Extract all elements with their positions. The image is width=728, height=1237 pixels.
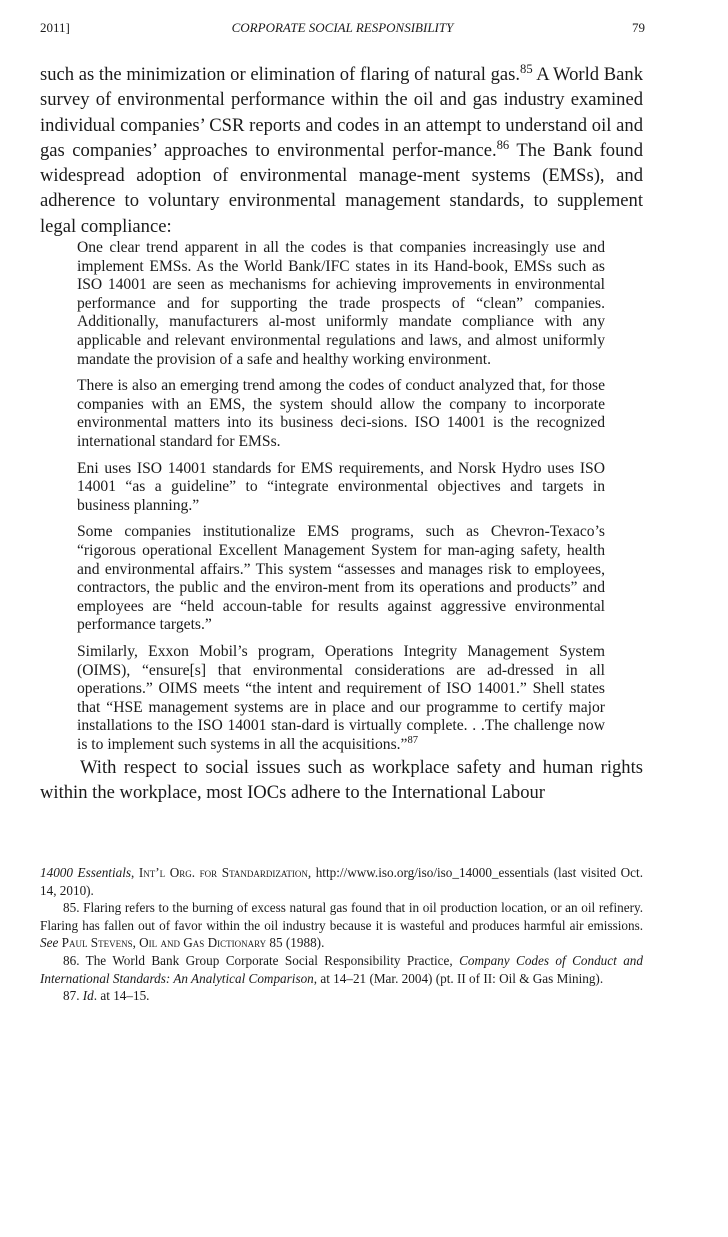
fn85-see: See — [40, 935, 59, 951]
fn87-id: Id — [82, 988, 94, 1004]
fn87-text: . at 14–15. — [93, 988, 150, 1004]
header-year: 2011] — [40, 20, 70, 35]
footnote-86 — [40, 952, 643, 987]
footnote-87 — [40, 987, 643, 1005]
footnote-85 — [40, 899, 643, 952]
fn-cont-url: http://www.iso.org/iso/iso_14000_essentials (last visited Oct. 14, 2010). — [40, 865, 643, 898]
quote-paragraph-1: One clear trend apparent in all the codes is that companies increasingly use and implement EMSs. As the World Bank/IFC states in its Hand-book, EMSs such as ISO 14001 are seen as mechanisms for achieving improvements in environmental performance and for supporting the trade prospects of “clean” companies. Additionally, manufacturers al-most uniformly mandate compliance with any applicable and relevant environmental regulations and laws, and almost uniformly mandate the provision of a safe and healthy working environment. — [77, 239, 605, 368]
fn87-number: 87. — [63, 988, 83, 1004]
quote-paragraph-4: Some companies institutionalize EMS programs, such as Chevron-Texaco’s “rigorous operational Excellent Management System for man-aging safety, health and environmental affairs.” This system “assesses and manages risk to employees, contractors, the public and the environ-ment from its operations and products” and employees are “held accoun-table for results against aggressive environmental performance targets.” — [77, 523, 605, 634]
fn86-text-a: 86. The World Bank Group Corporate Social Responsibility Practice, — [63, 952, 460, 968]
running-header — [40, 20, 645, 42]
main-text — [40, 62, 643, 805]
footnote-ref-86: 86 — [496, 137, 510, 152]
footnote-ref-87: 87 — [407, 735, 419, 747]
fn85-end: 85 (1988). — [266, 935, 325, 951]
q5-text: Similarly, Exxon Mobil’s program, Operations Integrity Management System (OIMS), “ensure[s] that environmental considerations are ad-dressed in all operations.” OIMS meets “the intent and requirement of ISO 14001.” Shell states that “HSE management systems are in place and our programme to certify major installations to the ISO 14001 stan-dard is virtually complete. . .The challenge now is to implement such systems in all the acquisitions.” — [77, 642, 605, 753]
footnotes — [40, 864, 643, 1005]
quote-paragraph-2: There is also an emerging trend among the codes of conduct analyzed that, for those companies with an EMS, the system should allow the company to incorporate environmental matters into its business deci-sions. ISO 14001 is the recognized international standard for EMSs. — [77, 377, 605, 451]
block-quote — [77, 239, 605, 754]
fn86-title: Company Codes of Conduct and International Standards: An Analytical Comparison — [40, 952, 643, 986]
body-paragraph-2: With respect to social issues such as workplace safety and human rights within the workplace, most IOCs adhere to the International Labour — [40, 756, 643, 803]
footnote-continuation — [40, 864, 643, 899]
page-number: 79 — [632, 20, 645, 35]
footnote-ref-85: 85 — [520, 62, 533, 77]
fn-cont-title: 14000 Essentials — [40, 865, 132, 880]
fn86-text-b: , at 14–21 (Mar. 2004) (pt. II of II: Oil & Gas Mining). — [313, 970, 604, 986]
header-title: CORPORATE SOCIAL RESPONSIBILITY — [231, 20, 454, 35]
quote-paragraph-5 — [77, 643, 605, 755]
fn85-source: Paul Stevens, Oil and Gas Dictionary — [58, 935, 267, 951]
p1-text-a: such as the minimization or elimination of flaring of natural gas. — [40, 64, 521, 85]
quote-paragraph-3: Eni uses ISO 14001 standards for EMS requirements, and Norsk Hydro uses ISO 14001 “as a guideline” to “integrate environmental objectives and targets in business planning.” — [77, 459, 605, 514]
fn85-text: 85. Flaring refers to the burning of excess natural gas found that in oil production location, or an oil refinery. Flaring has fallen out of favor within the oil industry because it is wasteful and produces harmful air emissions. — [40, 900, 643, 933]
fn-cont-org: , Int’l Org. for Standardization, — [131, 865, 312, 880]
p1-text-c: The Bank found widespread adoption of environmental manage-ment systems (EMSs), and adherence to voluntary environmental management standards, to supplement legal compliance: — [40, 139, 643, 237]
p1-text-b: A World Bank survey of environmental performance within the oil and gas industry examined individual companies’ CSR reports and codes in an attempt to understand oil and gas companies’ approaches to environmental perfor-mance. — [40, 64, 643, 161]
body-paragraph-1 — [40, 62, 643, 239]
